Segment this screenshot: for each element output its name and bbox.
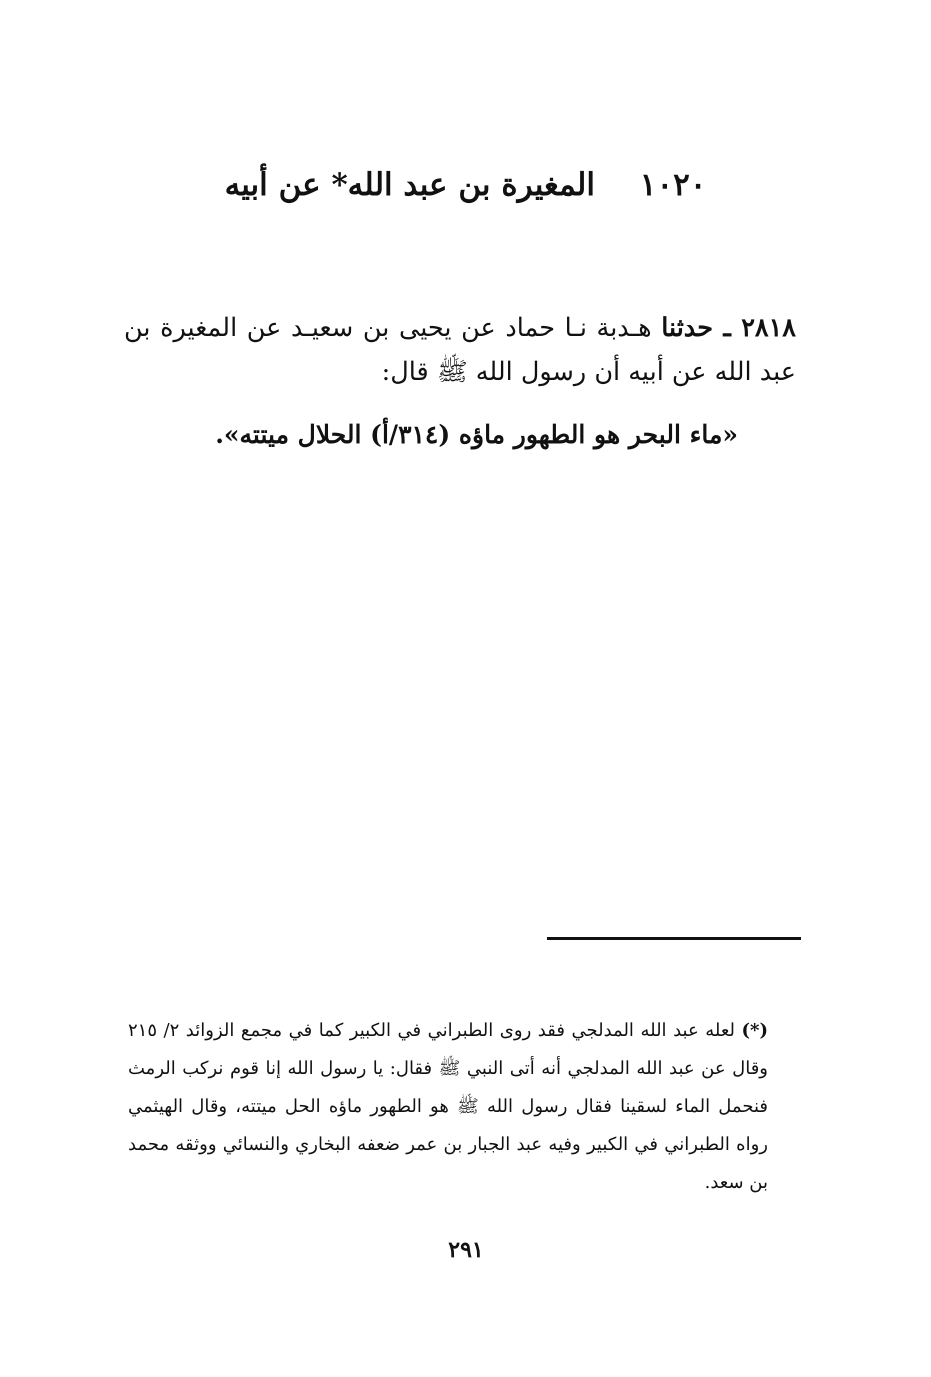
chapter-heading	[120, 160, 811, 210]
chapter-number: ١٠٢٠	[639, 167, 707, 203]
hadith-number-lead: ٢٨١٨ ـ حدثنا	[661, 313, 797, 343]
hadith-chain-text: هـدبة نـا حماد عن يحيى بن سعيـد عن المغيرة بن عبد الله عن أبيه أن رسول الله ﷺ قال:	[124, 313, 796, 387]
footnote-marker: (*)	[741, 1020, 768, 1041]
footnote-text: لعله عبد الله المدلجي فقد روى الطبراني في الكبير كما في مجمع الزوائد ٢/ ٢١٥ وقال عن عبد الله المدلجي أنه أتى النبي ﷺ فقال: يا رسول الله إنا قوم نركب الرمث فنحمل الماء لسقينا فقال رسول الله ﷺ هو الطهور ماؤه الحل ميتته، وقال الهيثمي رواه الطبراني في الكبير وفيه عبد الجبار بن عمر ضعفه البخاري والنسائي ووثقه محمد بن سعد.	[128, 1020, 768, 1193]
footnote-separator	[547, 937, 801, 940]
chapter-title: المغيرة بن عبد الله* عن أبيه	[224, 167, 595, 203]
page-number: ٢٩١	[448, 1237, 484, 1263]
hadith-matn: «ماء البحر هو الطهور ماؤه (٣١٤/أ) الحلال ميتته».	[215, 420, 738, 449]
hadith-isnad	[124, 306, 796, 394]
footnote	[128, 1012, 768, 1202]
